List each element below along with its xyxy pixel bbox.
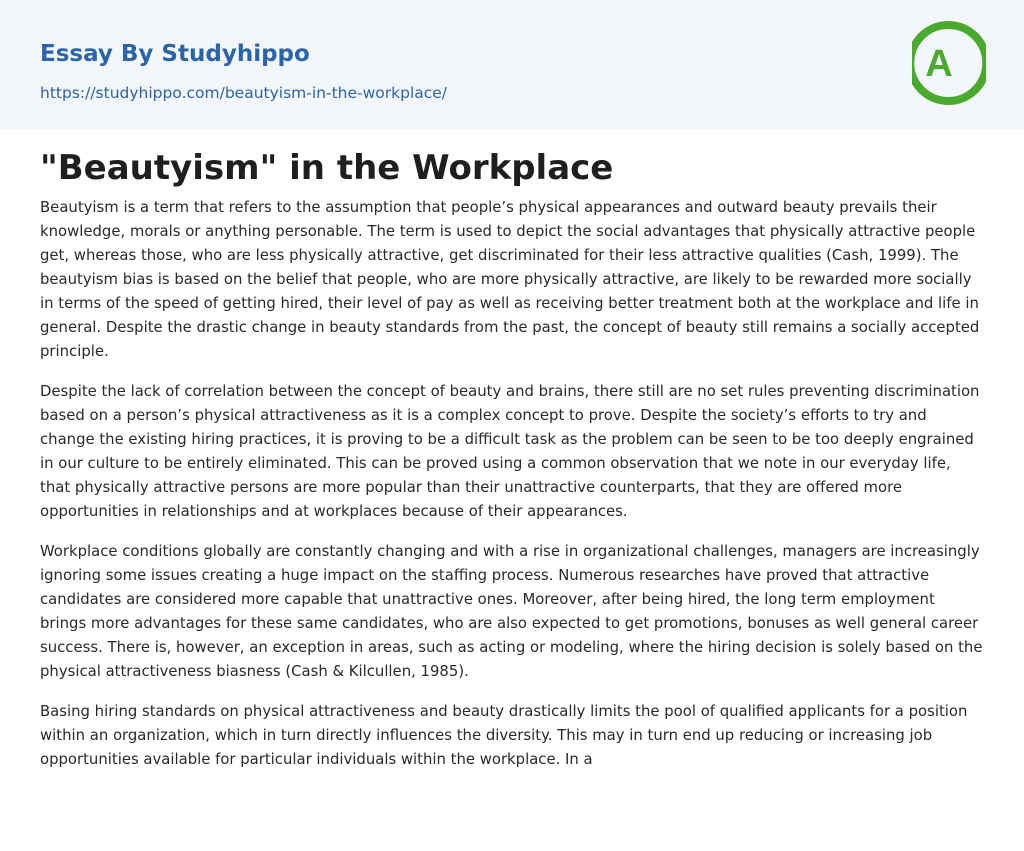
essay-paragraph-2: Despite the lack of correlation between the concept of beauty and brains, there still are no set rules preventing discrimination based on a person’s physical attractiveness as it is a complex concept to prove. Despite the society’s efforts to try and change the existing hiring practices, it is proving to be a difficult task as the problem can be seen to be too deeply engrained in our culture to be entirely eliminated. This can be proved using a common observation that we note in our everyday life, that physically attractive persons are more popular than their unattractive counterparts, that they are offered more opportunities in relationships and at workplaces because of their appearances.: [40, 382, 980, 520]
page-header: [0, 0, 1024, 129]
essay-content: [40, 145, 984, 787]
essay-title: "Beautyism" in the Workplace: [40, 148, 614, 188]
brand-title: Essay By Studyhippo: [40, 41, 310, 67]
logo-letter: A: [925, 43, 953, 85]
source-url-link[interactable]: https://studyhippo.com/beautyism-in-the-workplace/: [40, 84, 448, 102]
circle-a-logo-icon[interactable]: [912, 20, 986, 106]
essay-paragraph-4: Basing hiring standards on physical attractiveness and beauty drastically limits the pool of qualified applicants for a position within an organization, which in turn directly influences the diversity. This may in turn end up reducing or increasing job opportunities available for particular individuals within the workplace. In a: [40, 702, 968, 768]
essay-paragraph-3: Workplace conditions globally are constantly changing and with a rise in organizational challenges, managers are increasingly ignoring some issues creating a huge impact on the staffing process. Numerous researches have proved that attractive candidates are considered more capable that unattractive ones. Moreover, after being hired, the long term employment brings more advantages for these same candidates, who are also expected to get promotions, bonuses as well general career success. There is, however, an exception in areas, such as acting or modeling, where the hiring decision is solely based on the physical attractiveness biasness (Cash & Kilcullen, 1985).: [40, 542, 983, 680]
essay-paragraph-1: Beautyism is a term that refers to the assumption that people’s physical appearances and outward beauty prevails their knowledge, morals or anything personable. The term is used to depict the social advantages that physically attractive people get, whereas those, who are less physically attractive, get discriminated for their less attractive qualities (Cash, 1999). The beautyism bias is based on the belief that people, who are more physically attractive, are likely to be rewarded more socially in terms of the speed of getting hired, their level of pay as well as receiving better treatment both at the workplace and life in general. Despite the drastic change in beauty standards from the past, the concept of beauty still remains a socially accepted principle.: [40, 198, 980, 360]
